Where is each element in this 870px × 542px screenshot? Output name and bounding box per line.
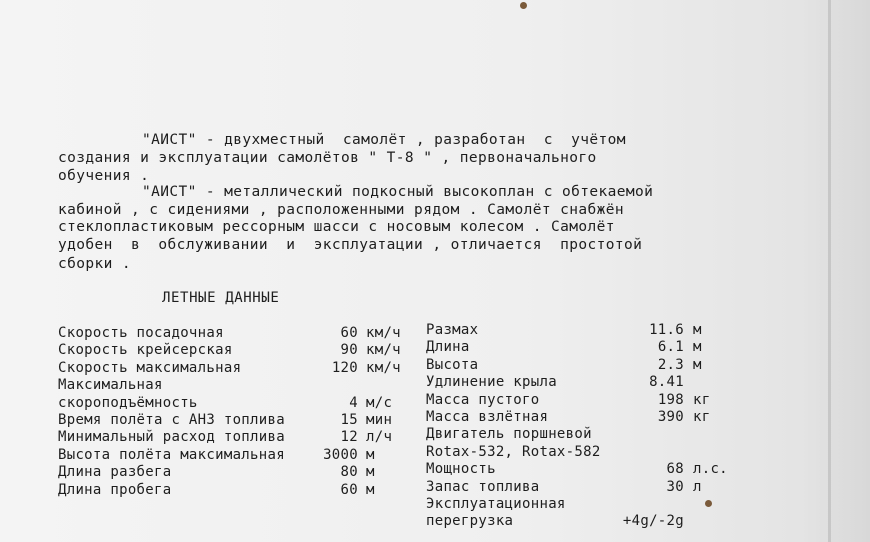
spec-right-unit: л.с. bbox=[693, 461, 728, 478]
spec-left-label: Высота полёта максимальная bbox=[58, 446, 285, 463]
spec-right-value: 8.41 bbox=[649, 374, 684, 391]
spec-left-unit: мин bbox=[366, 412, 393, 428]
paragraph1-line-3: обучения . bbox=[58, 168, 150, 184]
spec-left-unit: м bbox=[366, 446, 375, 463]
paragraph1-line-2: создания и эксплуатации самолётов " Т-8 " , первоначального bbox=[58, 150, 597, 166]
paragraph2-line-5: сборки . bbox=[58, 256, 132, 272]
spec-left-unit: м bbox=[366, 481, 375, 498]
spec-left-unit: м/с bbox=[366, 394, 393, 411]
spec-right-label: Масса пустого bbox=[426, 391, 540, 408]
spec-left-value: 4 bbox=[349, 394, 358, 411]
spec-left-label: Минимальный расход топлива bbox=[58, 429, 285, 446]
spec-right-label: Высота bbox=[426, 356, 479, 373]
spec-right-unit: м bbox=[693, 356, 702, 373]
spec-left-unit: км/ч bbox=[366, 342, 401, 359]
spec-left-unit: л/ч bbox=[366, 429, 393, 446]
spec-right-value: +4g/-2g bbox=[622, 513, 684, 530]
spec-left-label: Скорость посадочная bbox=[58, 325, 224, 341]
spec-right-value: 11.6 bbox=[649, 322, 684, 338]
spec-left-label: Длина пробега bbox=[58, 481, 172, 498]
spec-right-label: Эксплуатационная bbox=[426, 496, 566, 512]
spec-left-value: 90 bbox=[340, 342, 358, 359]
spec-right-label: Длина bbox=[426, 339, 470, 356]
spec-left-value: 15 bbox=[340, 412, 358, 428]
spec-left-label: Скорость максимальная bbox=[58, 359, 242, 376]
ink-speck-top bbox=[520, 2, 527, 9]
spec-right-unit: л bbox=[693, 478, 702, 495]
section-heading: ЛЕТНЫЕ ДАННЫЕ bbox=[162, 290, 280, 306]
spec-right-value: 198 bbox=[657, 391, 684, 408]
spec-right-label: Масса взлётная bbox=[426, 409, 549, 425]
paragraph2-line-1: "АИСТ" - металлический подкосный высокоплан с обтекаемой bbox=[142, 184, 654, 200]
spec-left-label: Максимальная bbox=[58, 377, 163, 394]
spec-right-value: 30 bbox=[666, 478, 684, 495]
spec-left-label: скороподъёмность bbox=[58, 394, 198, 411]
ink-speck-bottom bbox=[705, 500, 712, 507]
spec-left-unit: км/ч bbox=[366, 359, 401, 376]
spec-left-label: Длина разбега bbox=[58, 464, 172, 481]
spec-right-unit: м bbox=[693, 322, 702, 338]
paragraph2-line-4: удобен в обслуживании и эксплуатации , отличается простотой bbox=[58, 237, 643, 253]
spec-right-unit: кг bbox=[693, 391, 711, 408]
spec-left-value: 12 bbox=[340, 429, 358, 446]
spec-right-unit: кг bbox=[693, 409, 711, 425]
spec-left-label: Скорость крейсерская bbox=[58, 342, 233, 359]
spec-right-unit: м bbox=[693, 339, 702, 356]
spec-right-label: Размах bbox=[426, 322, 479, 338]
spec-left-value: 3000 bbox=[323, 446, 358, 463]
spec-right-label: Rotax-532, Rotax-582 bbox=[426, 443, 601, 460]
spec-right-label: перегрузка bbox=[426, 513, 514, 530]
paragraph2-line-3: стеклопластиковым рессорным шасси с носовым колесом . Самолёт bbox=[58, 219, 615, 235]
spec-left-label: Время полёта с АНЗ топлива bbox=[58, 412, 285, 428]
page-edge-shadow bbox=[828, 0, 831, 542]
paragraph2-line-2: кабиной , с сидениями , расположенными рядом . Самолёт снабжён bbox=[58, 202, 625, 218]
spec-right-value: 68 bbox=[666, 461, 684, 478]
spec-right-value: 6.1 bbox=[657, 339, 684, 356]
spec-right-label: Удлинение крыла bbox=[426, 374, 557, 391]
paragraph1-line-1: "АИСТ" - двухместный самолёт , разработан с учётом bbox=[142, 132, 626, 148]
spec-left-unit: км/ч bbox=[366, 325, 401, 341]
spec-right-value: 2.3 bbox=[657, 356, 684, 373]
spec-left-value: 120 bbox=[331, 359, 358, 376]
spec-left-value: 80 bbox=[340, 464, 358, 481]
spec-right-value: 390 bbox=[657, 409, 684, 425]
spec-right-label: Мощность bbox=[426, 461, 496, 478]
spec-left-value: 60 bbox=[340, 481, 358, 498]
spec-right-label: Двигатель поршневой bbox=[426, 426, 592, 443]
spec-left-value: 60 bbox=[340, 325, 358, 341]
spec-left-unit: м bbox=[366, 464, 375, 481]
spec-right-label: Запас топлива bbox=[426, 478, 540, 495]
